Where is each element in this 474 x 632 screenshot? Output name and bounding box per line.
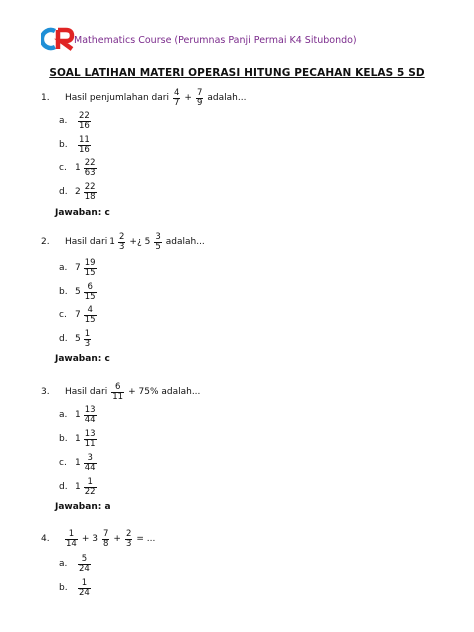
option-3a: a. 1 $\frac{13}{44}$: [59, 405, 96, 425]
page-title: SOAL LATIHAN MATERI OPERASI HITUNG PECAHAN KELAS 5 SD: [49, 67, 425, 79]
question-2: 2. Hasil dari 1 $\frac{2}{3}$ +¿ 5 $\frac{3}{5}$ adalah...: [41, 232, 205, 252]
answer-1: Jawaban: c: [55, 208, 110, 218]
operator: +: [184, 93, 192, 104]
answer-2: Jawaban: c: [55, 354, 110, 364]
option-4a: a. $\frac{5}{24}$: [59, 554, 90, 574]
question-4: 4. $\frac{1}{14}$ + 3 $\frac{7}{8}$ + $\frac{2}{3}$ = ...: [41, 529, 156, 549]
option-3d: d. 1 $\frac{1}{22}$: [59, 477, 96, 497]
option-2a: a. 7 $\frac{19}{15}$: [59, 258, 96, 278]
question-1: [41, 89, 248, 108]
question-suffix: adalah...: [207, 93, 247, 104]
option-1b: b. $\frac{11}{16}$: [59, 135, 90, 155]
option-2b: b. 5 $\frac{6}{15}$: [59, 282, 96, 302]
fraction: $\frac{7}{9}$: [196, 88, 203, 108]
question-3: 3. Hasil dari $\frac{6}{11}$ + 75% adalah...: [41, 382, 201, 402]
header-text: Mathematics Course (Perumnas Panji Permai K4 Situbondo): [74, 35, 357, 46]
answer-3: Jawaban: a: [55, 502, 111, 512]
question-number: 1.: [41, 93, 50, 104]
option-4b: b. $\frac{1}{24}$: [59, 578, 90, 598]
option-2c: c. 7 $\frac{4}{15}$: [59, 305, 96, 325]
fraction: $\frac{4}{7}$: [174, 88, 180, 108]
question-prefix: Hasil penjumlahan dari: [65, 93, 169, 104]
option-3b: b. 1 $\frac{13}{11}$: [59, 429, 96, 449]
option-1a: a. $\frac{22}{16}$: [59, 111, 90, 131]
option-1d: d. 2 $\frac{22}{18}$: [59, 182, 96, 202]
option-1c: c. 1 $\frac{22}{63}$: [59, 158, 96, 178]
option-3c: c. 1 $\frac{3}{44}$: [59, 453, 96, 473]
option-2d: d. 5 $\frac{1}{3}$: [59, 329, 91, 349]
